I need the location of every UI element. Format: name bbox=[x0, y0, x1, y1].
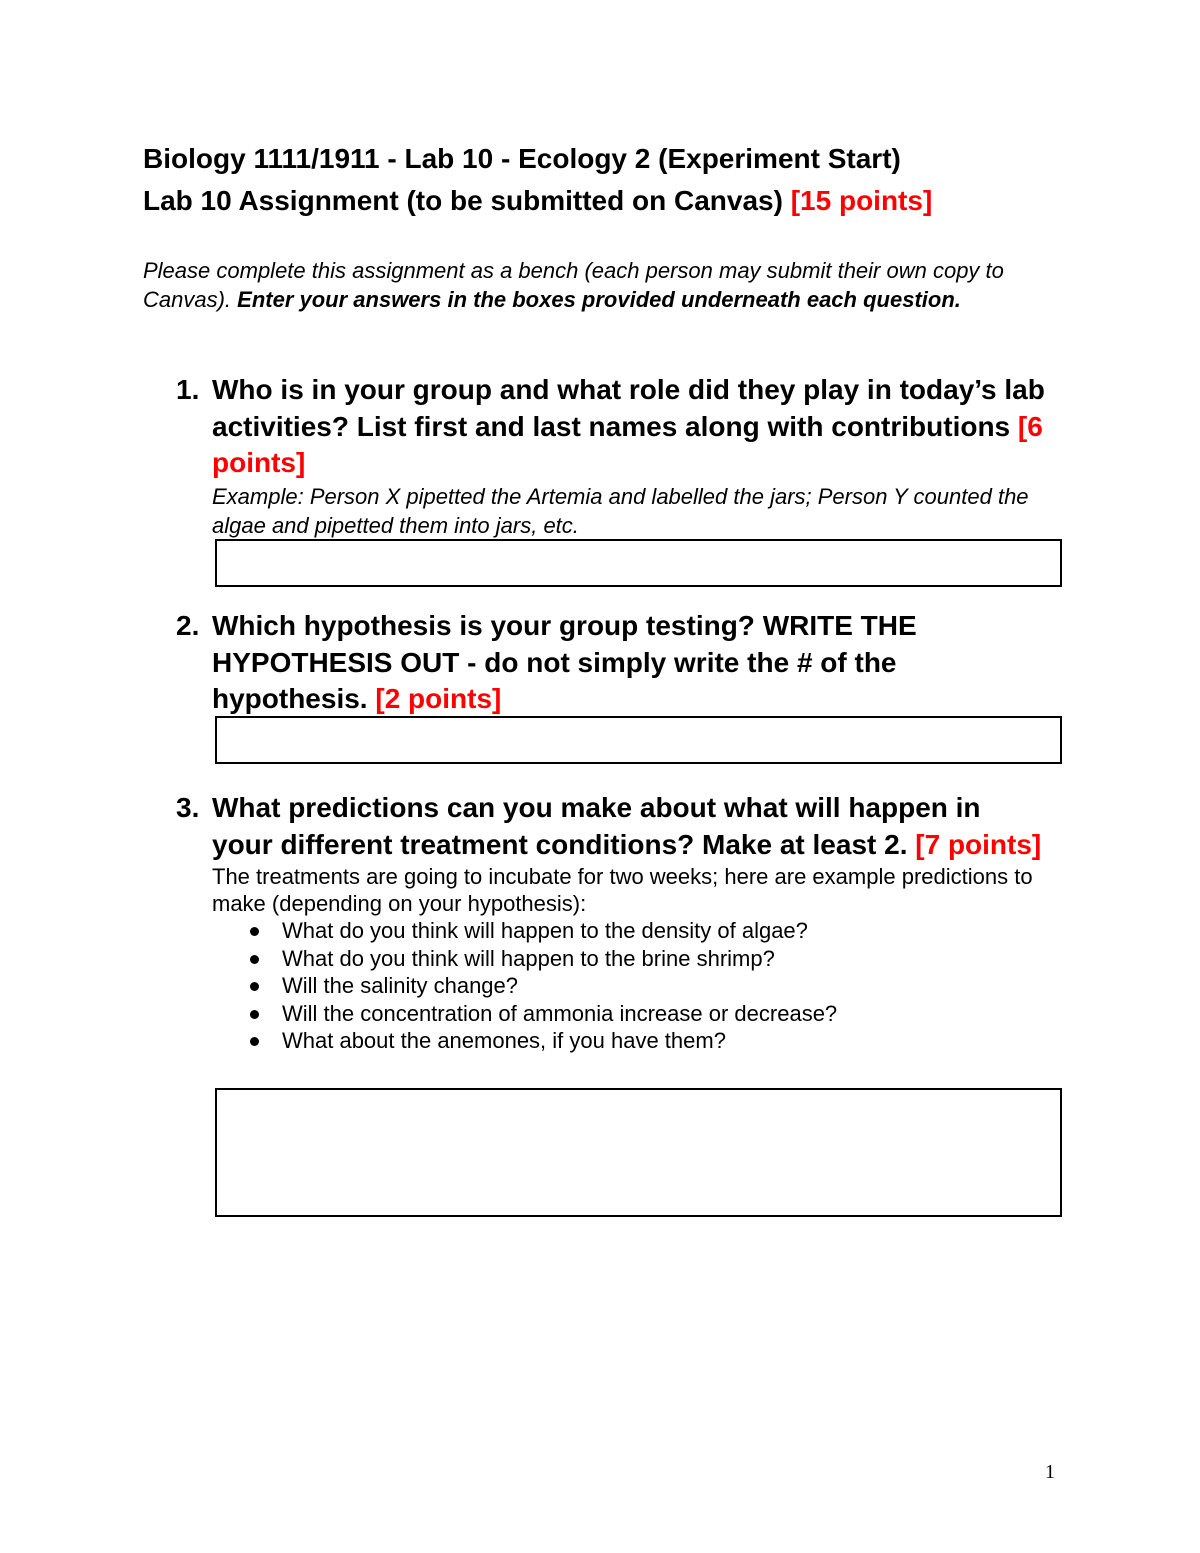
question-2-prompt: Which hypothesis is your group testing? WRITE THE HYPOTHESIS OUT - do not simply write the # of the hypothesis. bbox=[212, 610, 917, 714]
assignment-title bbox=[143, 184, 932, 218]
list-item bbox=[212, 1000, 1046, 1028]
instructions bbox=[143, 256, 1073, 314]
list-item bbox=[212, 972, 1046, 1000]
question-1-points: [6 points] bbox=[212, 410, 1043, 478]
question-2-text bbox=[212, 608, 1046, 718]
question-2-number: 2. bbox=[176, 610, 200, 641]
list-item-text: Will the concentration of ammonia increase or decrease? bbox=[282, 1000, 838, 1026]
question-3-text bbox=[212, 790, 1046, 863]
answer-box-2[interactable] bbox=[215, 716, 1062, 764]
list-item-text: What about the anemones, if you have them? bbox=[282, 1028, 726, 1053]
question-3 bbox=[176, 790, 1046, 1055]
question-3-points: [7 points] bbox=[915, 828, 1042, 860]
question-1 bbox=[176, 372, 1046, 540]
instructions-bold: Enter your answers in the boxes provided underneath each question. bbox=[237, 287, 961, 312]
bullet-icon bbox=[250, 955, 259, 964]
answer-box-3[interactable] bbox=[215, 1088, 1062, 1217]
list-item-text: Will the salinity change? bbox=[282, 973, 519, 998]
question-2-points: [2 points] bbox=[375, 683, 502, 714]
document-title bbox=[143, 142, 901, 176]
question-2 bbox=[176, 608, 1046, 718]
title-line-1: Biology 1111/1911 - Lab 10 - Ecology 2 (Experiment Start) bbox=[143, 143, 901, 174]
page-number: 1 bbox=[1045, 1461, 1055, 1483]
bullet-icon bbox=[250, 982, 259, 991]
question-1-number: 1. bbox=[176, 374, 200, 405]
question-3-description: The treatments are going to incubate for two weeks; here are example predictions to make (depending on your hypothesis): bbox=[212, 864, 1033, 916]
list-item bbox=[212, 945, 1046, 973]
instructions-italic: Please complete this assignment as a bench (each person may submit their own copy to Canvas). bbox=[143, 258, 1004, 312]
question-1-prompt: Who is in your group and what role did they play in today’s lab activities? List first and last names along with contributions bbox=[212, 374, 1045, 442]
list-item-text: What do you think will happen to the brine shrimp? bbox=[282, 945, 775, 971]
question-1-text bbox=[212, 372, 1046, 482]
list-item bbox=[212, 917, 1046, 945]
question-1-example: Example: Person X pipetted the Artemia and labelled the jars; Person Y counted the algae and pipetted them into jars, etc. bbox=[212, 483, 1029, 538]
prediction-examples-list bbox=[176, 917, 1046, 1055]
answer-box-1[interactable] bbox=[215, 539, 1062, 587]
bullet-icon bbox=[250, 1010, 259, 1019]
question-3-number: 3. bbox=[176, 792, 200, 823]
title-line-2: Lab 10 Assignment (to be submitted on Canvas) bbox=[143, 185, 791, 216]
bullet-icon bbox=[250, 1037, 259, 1046]
list-item bbox=[212, 1027, 1046, 1055]
total-points-label: [15 points] bbox=[790, 185, 933, 216]
list-item-text: What do you think will happen to the density of algae? bbox=[282, 918, 808, 943]
question-3-prompt: What predictions can you make about what will happen in your different treatment conditions? Make at least 2. bbox=[212, 792, 981, 860]
bullet-icon bbox=[250, 927, 259, 936]
